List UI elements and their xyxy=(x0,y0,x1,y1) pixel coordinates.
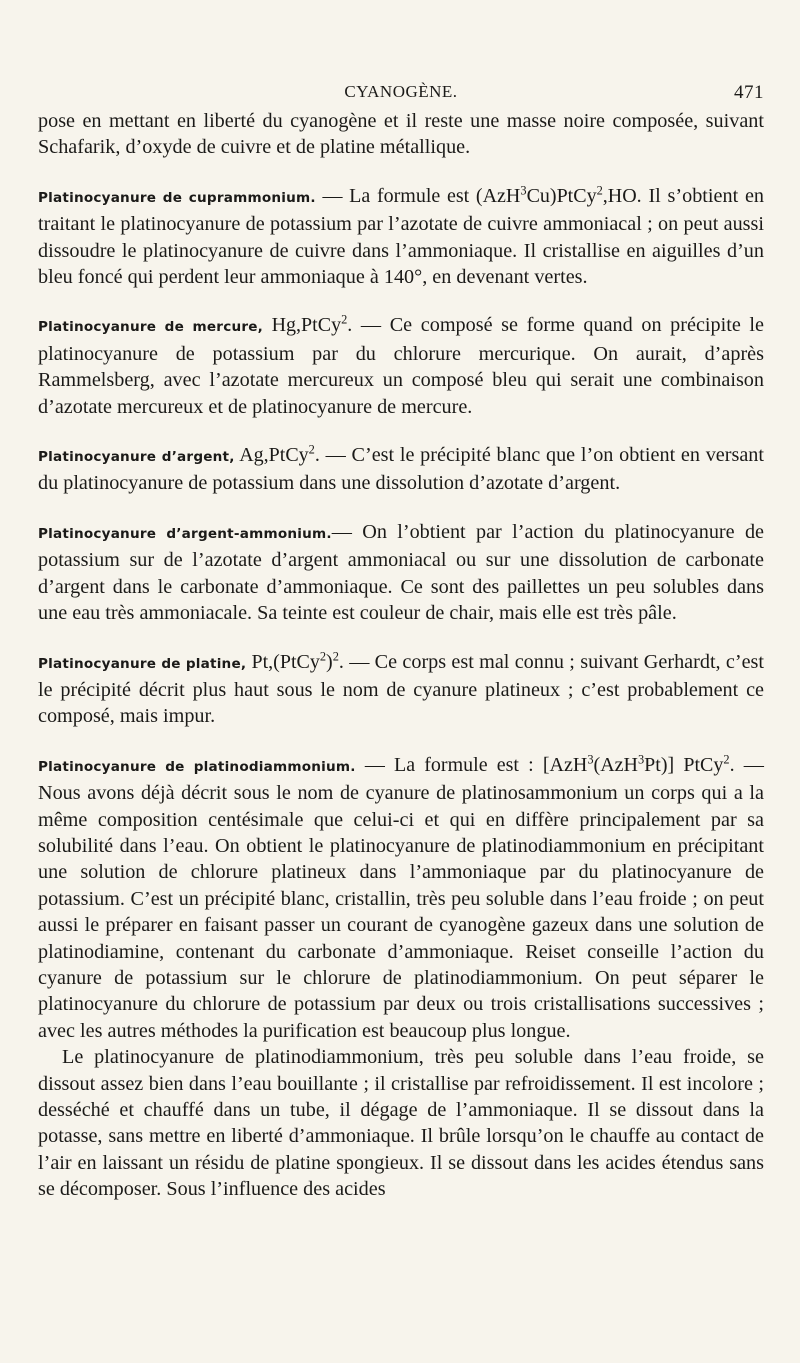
section-heading: Platinocyanure de platine, xyxy=(38,655,247,672)
section-mercure xyxy=(38,312,764,420)
section-argent-ammonium xyxy=(38,519,764,627)
section-heading: Platinocyanure de mercure, xyxy=(38,319,264,336)
paragraph-text: — Nous avons déjà décrit sous le nom de cyanure de platinosammonium un corps qui a la même composition centésimale que celui-ci et qui en diffère principalement par sa solubilité dans l’eau. On obtient le platinocyanure de platinodiammonium en précipitant une solution de chlorure platineux dans l’ammoniaque par du platinocyanure de potassium. C’est un précipité blanc, cristallin, très peu soluble dans l’eau froide ; on peut aussi le préparer en faisant passer un courant de cyanogène gazeux dans une solution de platinodiamine, contenant du carbonate d’ammoniaque. Reiset conseille l’action du cyanure de potassium sur le chlorure de platinodiammonium. On peut séparer le platinocyanure du chlorure de potassium par deux ou trois cristallisations successives ; avec les autres méthodes la purification est beaucoup plus longue. xyxy=(38,753,764,1042)
section-heading: Platinocyanure de cuprammonium. xyxy=(38,189,316,206)
formula: — La formule est : [AzH$^3$(AzH$^3$Pt)] PtCy$^2$. xyxy=(355,752,735,776)
paragraph-properties xyxy=(38,1044,764,1202)
section-heading: Platinocyanure d’argent, xyxy=(38,449,235,466)
section-platine xyxy=(38,649,764,730)
paragraph-text: — On l’obtient par l’action du platinocyanure de potassium sur de l’azotate d’argent ammoniacal ou sur une dissolution de carbonate d’argent dans le carbonate d’ammoniaque. Ce sont des paillettes un peu solubles dans une eau très ammoniacale. Sa teinte est couleur de chair, mais elle est très pâle. xyxy=(38,520,764,625)
section-heading: Platinocyanure d’argent-ammonium. xyxy=(38,525,332,542)
formula: — La formule est (AzH$^3$Cu)PtCy$^2$,HO. xyxy=(315,183,642,207)
page-number: 471 xyxy=(734,82,764,103)
formula: Ag,PtCy$^2$. xyxy=(234,442,320,467)
formula: Hg,PtCy$^2$. xyxy=(263,312,353,337)
paragraph-text: — Ce composé se forme quand on précipite le platinocyanure de potassium par du chlorure mercurique. On aurait, d’après Rammelsberg, avec l’azotate mercureux un composé bleu qui serait une combinaison d’azotate mercureux et de platinocyanure de mercure. xyxy=(38,314,764,418)
formula: Pt,(PtCy$^2$)$^2$. xyxy=(246,648,344,673)
section-argent xyxy=(38,442,764,497)
paragraph-continuation xyxy=(38,108,764,161)
section-heading: Platinocyanure de platinodiammonium. xyxy=(38,758,356,775)
running-title: CYANOGÈNE. xyxy=(344,82,458,101)
running-header xyxy=(38,78,764,108)
paragraph-text: Le platinocyanure de platinodiammonium, très peu soluble dans l’eau froide, se dissout assez bien dans l’eau bouillante ; il cristallise par refroidissement. Il est incolore ; desséché et chauffé dans un tube, il dégage de l’ammoniaque. Il se dissout dans la potasse, sans mettre en liberté d’ammoniaque. Il brûle lorsqu’on le chauffe au contact de l’air en laissant un résidu de platine spongieux. Il se dissout dans les acides étendus sans se décomposer. Sous l’influence des acides xyxy=(38,1046,764,1201)
section-platinodiammonium xyxy=(38,752,764,1044)
paragraph-text: pose en mettant en liberté du cyanogène et il reste une masse noire composée, suivant Schafarik, d’oxyde de cuivre et de platine métallique. xyxy=(38,110,764,159)
paragraph-text: — Ce corps est mal connu ; suivant Gerhardt, c’est le précipité décrit plus haut sous le nom de cyanure platineux ; c’est probablement ce composé, mais impur. xyxy=(38,650,764,728)
paragraph-text: Il s’obtient en traitant le platinocyanure de potassium par l’azotate de cuivre ammoniacal ; on peut aussi dissoudre le platinocyanure de cuivre dans l’ammoniaque. Il cristallise en aiguilles d’un bleu foncé qui perdent leur ammoniaque à 140°, en devenant vertes. xyxy=(38,184,764,289)
paragraph-text: — C’est le précipité blanc que l’on obtient en versant du platinocyanure de potassium dans une dissolution d’azotate d’argent. xyxy=(38,444,764,495)
section-cuprammonium xyxy=(38,183,764,291)
